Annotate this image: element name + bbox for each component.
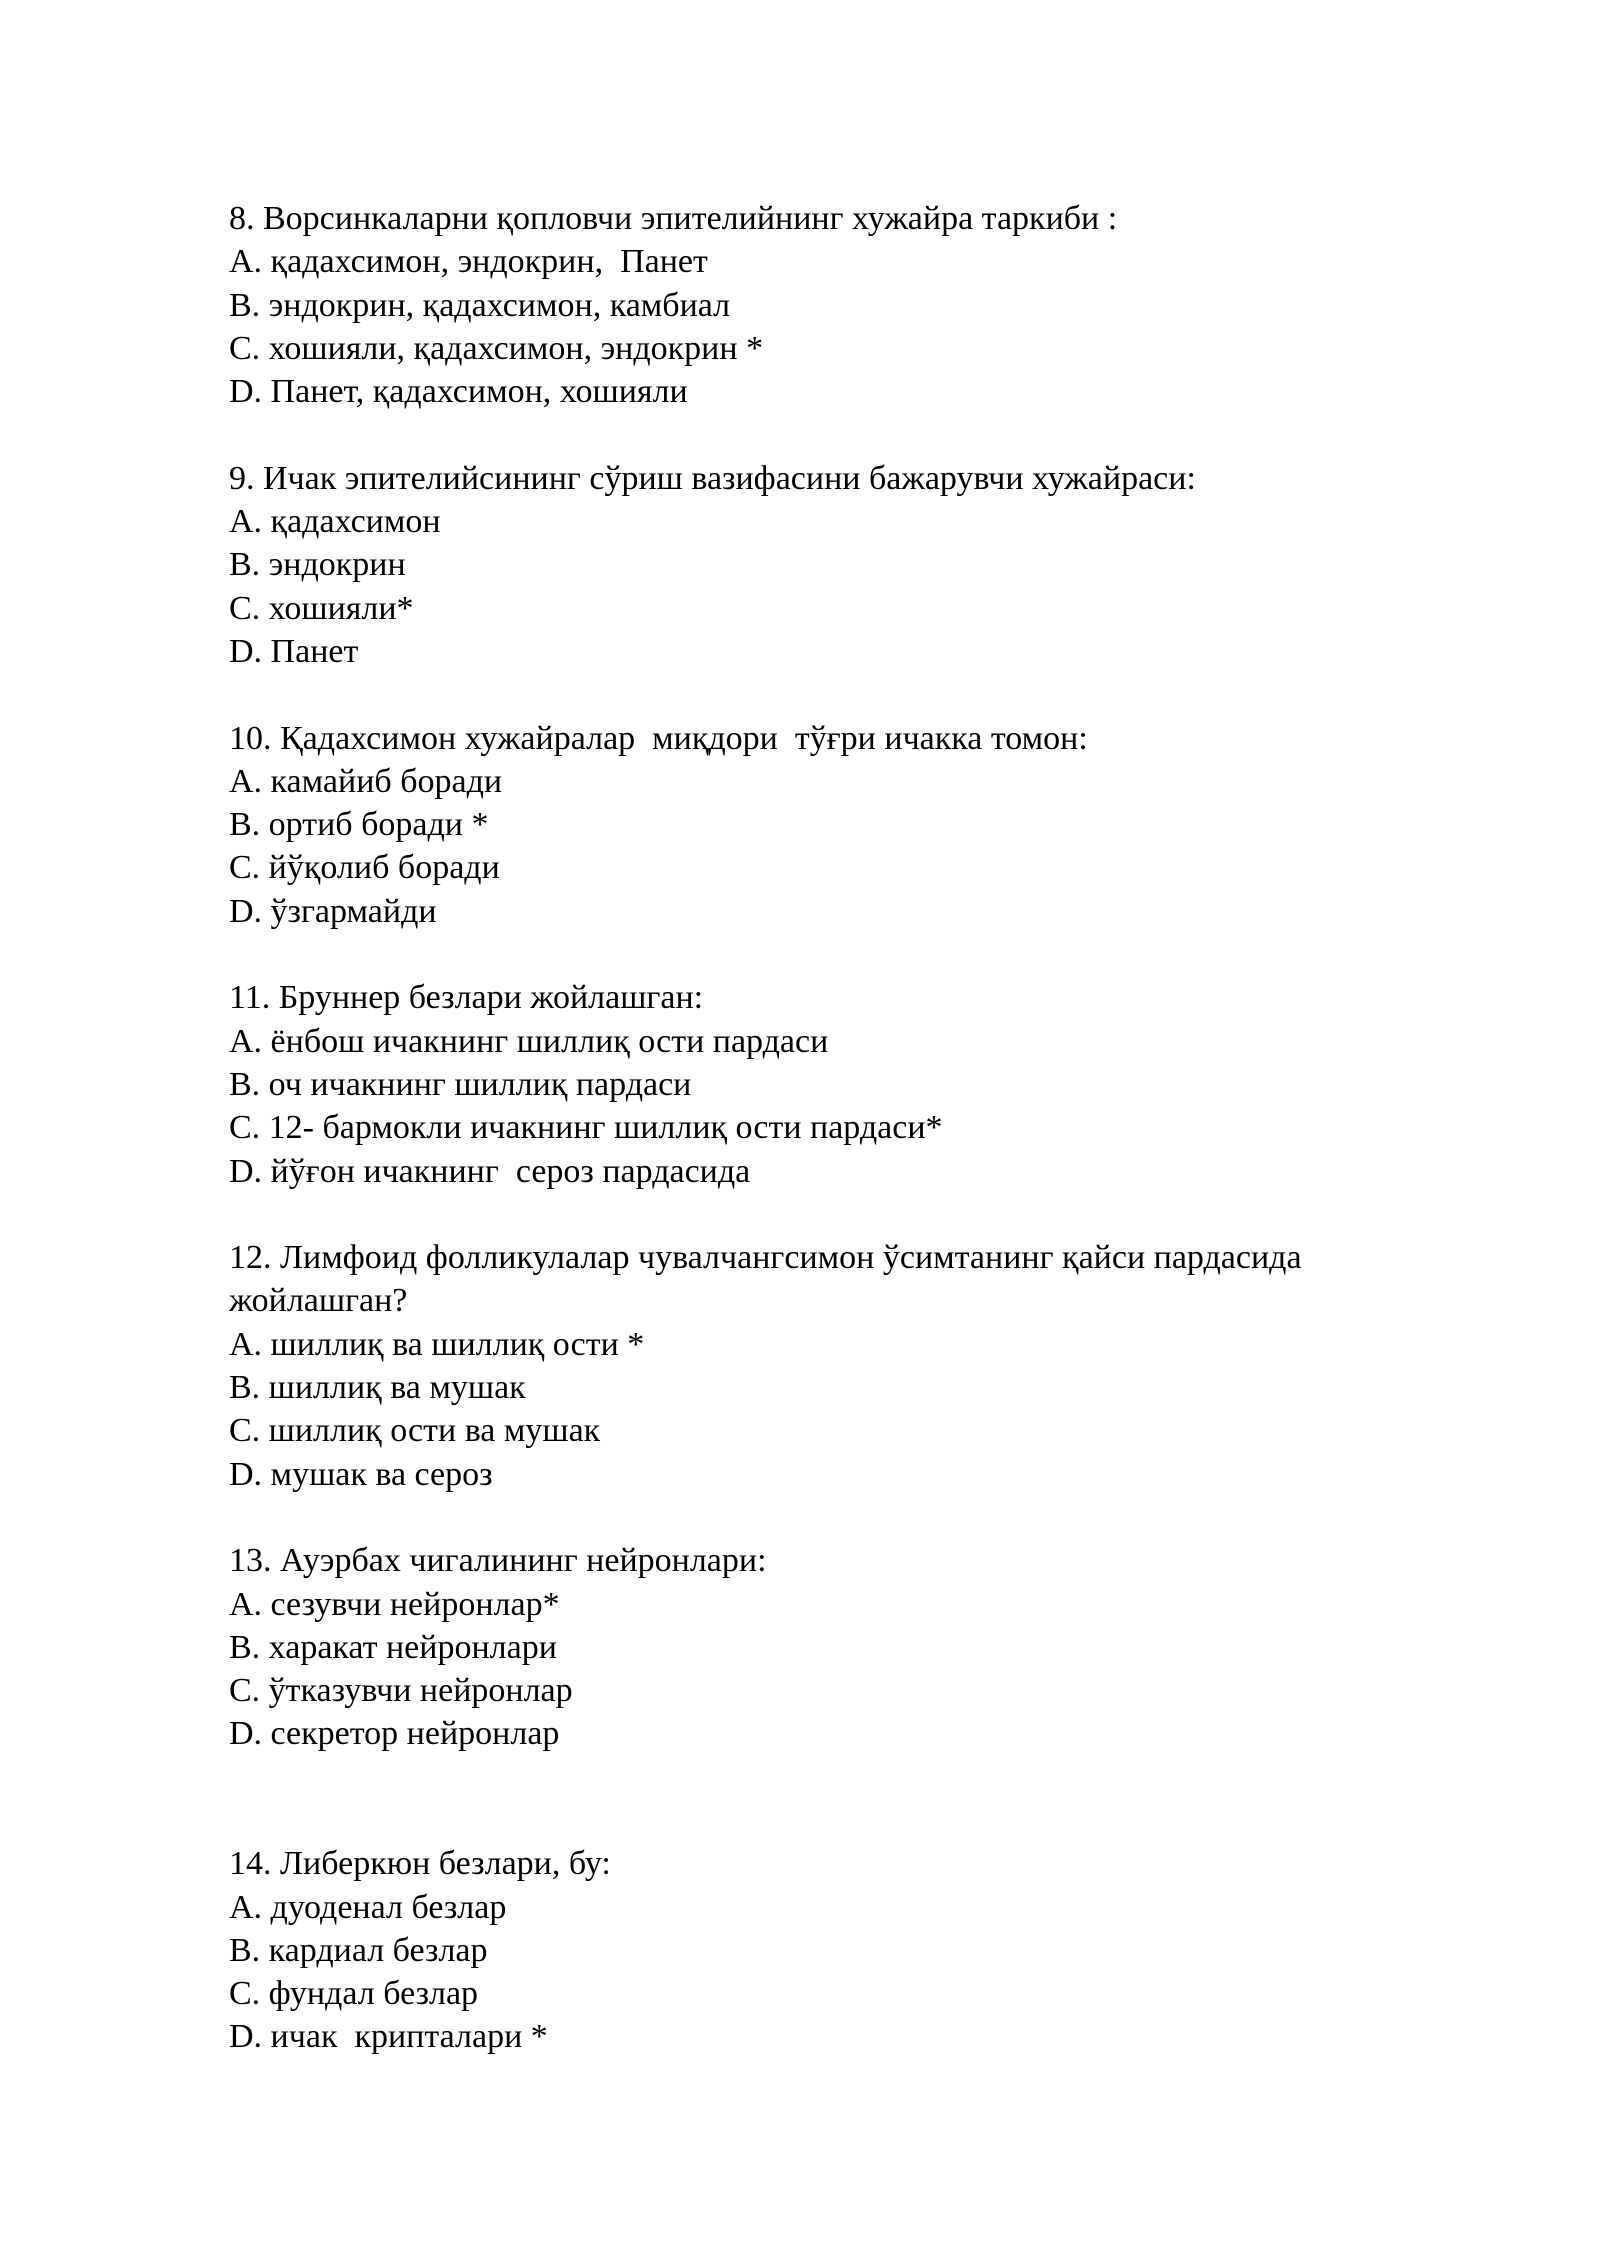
answer-option-c: C. 12- бармокли ичакнинг шиллиқ ости пардаси* [229,1109,943,1147]
question-8 [229,197,1459,413]
answer-option-a: A. шиллиқ ва шиллиқ ости * [229,1325,645,1363]
answer-option-c: C. хошияли* [229,589,414,627]
answer-option-b: B. оч ичакнинг шиллиқ пардаси [229,1065,692,1103]
answer-option-d: D. секретор нейронлар [229,1715,560,1753]
blank-line [229,1756,1459,1843]
question-stem: 9. Ичак эпителийсининг сўриш вазифасини бажарувчи хужайраси: [229,459,1196,497]
answer-option-b: B. ортиб боради * [229,806,489,844]
answer-option-c: C. фундал безлар [229,1975,479,2013]
answer-option-b: B. эндокрин [229,546,406,584]
answer-option-c: C. йўқолиб боради [229,849,500,887]
question-stem: 13. Ауэрбах чигалининг нейронлари: [229,1542,767,1580]
answer-option-a: A. камайиб боради [229,762,503,800]
question-13 [229,1539,1459,1755]
question-stem: 11. Бруннер безлари жойлашган: [229,979,704,1017]
question-10 [229,717,1459,933]
answer-option-a: A. қадахсимон, эндокрин, Панет [229,243,708,281]
question-stem: 8. Ворсинкаларни қопловчи эпителийнинг хужайра таркиби : [229,200,1118,237]
answer-option-a: A. дуоденал безлар [229,1888,507,1926]
answer-option-d: D. йўғон ичакнинг сероз пардасида [229,1152,751,1190]
answer-option-a: A. ёнбош ичакнинг шиллиқ ости пардаси [229,1022,829,1060]
answer-option-b: B. харакат нейронлари [229,1628,557,1666]
answer-option-b: B. эндокрин, қадахсимон, камбиал [229,286,731,324]
answer-option-c: C. хошияли, қадахсимон, эндокрин * [229,329,764,367]
question-stem: 14. Либеркюн безлари, бу: [229,1845,611,1883]
question-9 [229,457,1459,673]
answer-option-d: D. Панет [229,632,359,670]
answer-option-d: D. мушак ва сероз [229,1455,493,1493]
question-stem: 12. Лимфоид фолликулалар чувалчангсимон ўсимтанинг қайси пардасида [229,1239,1302,1277]
answer-option-a: A. сезувчи нейронлар* [229,1585,560,1623]
question-stem: 10. Қадахсимон хужайралар миқдори тўғри ичакка томон: [229,719,1088,757]
blank-line [229,1193,1459,1236]
answer-option-a: A. қадахсимон [229,503,441,541]
answer-option-d: D. Панет, қадахсимон, хошияли [229,373,688,411]
blank-line [229,933,1459,976]
blank-line [229,413,1459,456]
answer-option-d: D. ичак крипталари * [229,2018,548,2056]
question-stem-continued: жойлашган? [229,1282,408,1320]
blank-line [229,673,1459,716]
answer-option-c: C. ўтказувчи нейронлар [229,1672,573,1710]
answer-option-b: B. шиллиқ ва мушак [229,1369,526,1407]
document-page [229,197,1459,2059]
question-12 [229,1236,1459,1496]
question-11 [229,976,1459,1192]
answer-option-b: B. кардиал безлар [229,1931,488,1969]
blank-line [229,1496,1459,1539]
question-14 [229,1842,1459,2058]
answer-option-c: C. шиллиқ ости ва мушак [229,1412,601,1450]
answer-option-d: D. ўзгармайди [229,892,437,930]
